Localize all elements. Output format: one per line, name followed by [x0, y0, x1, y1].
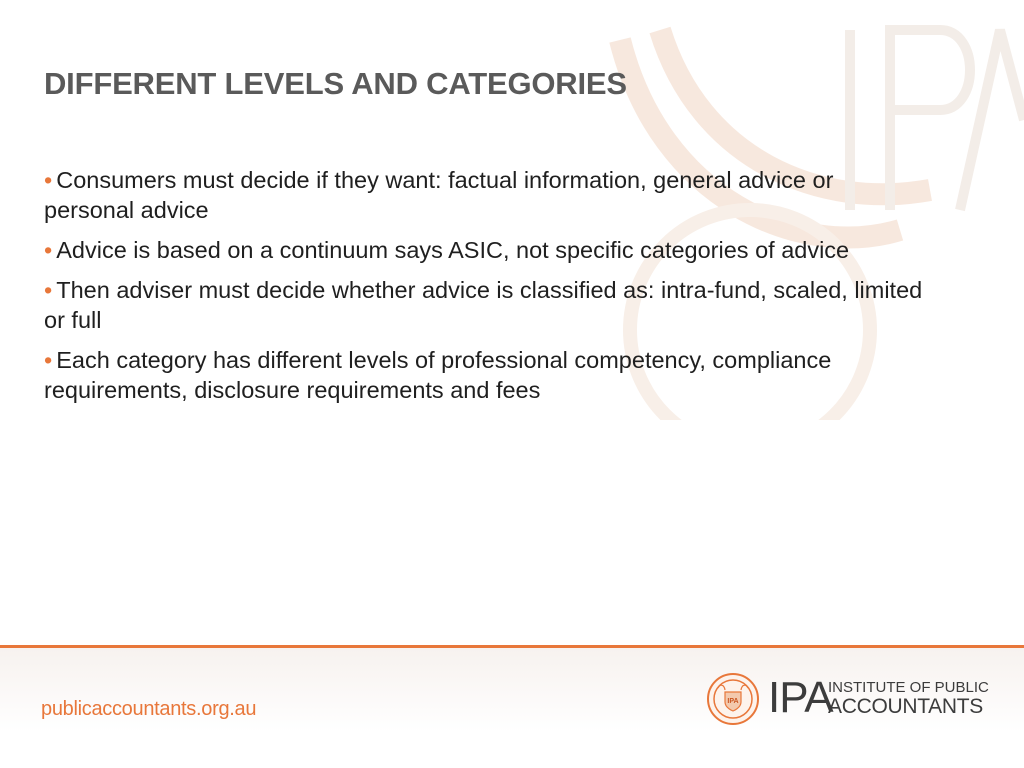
list-item: [44, 345, 924, 405]
logo-name-line2: ACCOUNTANTS: [828, 695, 983, 718]
list-item: [44, 275, 924, 335]
list-item: [44, 165, 924, 225]
slide-title: DIFFERENT LEVELS AND CATEGORIES: [44, 66, 627, 101]
bullet-text: Advice is based on a continuum says ASIC, not specific categories of advice: [56, 237, 850, 263]
bullet-list: [44, 165, 924, 415]
bullet-text: Consumers must decide if they want: factual information, general advice or personal advice: [44, 167, 834, 223]
bullet-text: Each category has different levels of professional competency, compliance requirements, disclosure requirements and fees: [44, 347, 832, 403]
logo-abbreviation: IPA: [768, 673, 833, 722]
ipa-logo: [706, 670, 996, 726]
bullet-icon: •: [44, 347, 53, 373]
list-item: [44, 235, 924, 265]
bullet-icon: •: [44, 237, 53, 263]
ipa-seal-icon: [706, 672, 760, 726]
logo-name-line1: INSTITUTE OF PUBLIC: [828, 679, 989, 696]
bullet-icon: •: [44, 167, 53, 193]
seal-label: IPA: [727, 698, 739, 705]
bullet-icon: •: [44, 277, 53, 303]
website-link[interactable]: publicaccountants.org.au: [41, 698, 257, 720]
bullet-text: Then adviser must decide whether advice is classified as: intra-fund, scaled, limited or full: [44, 277, 923, 333]
